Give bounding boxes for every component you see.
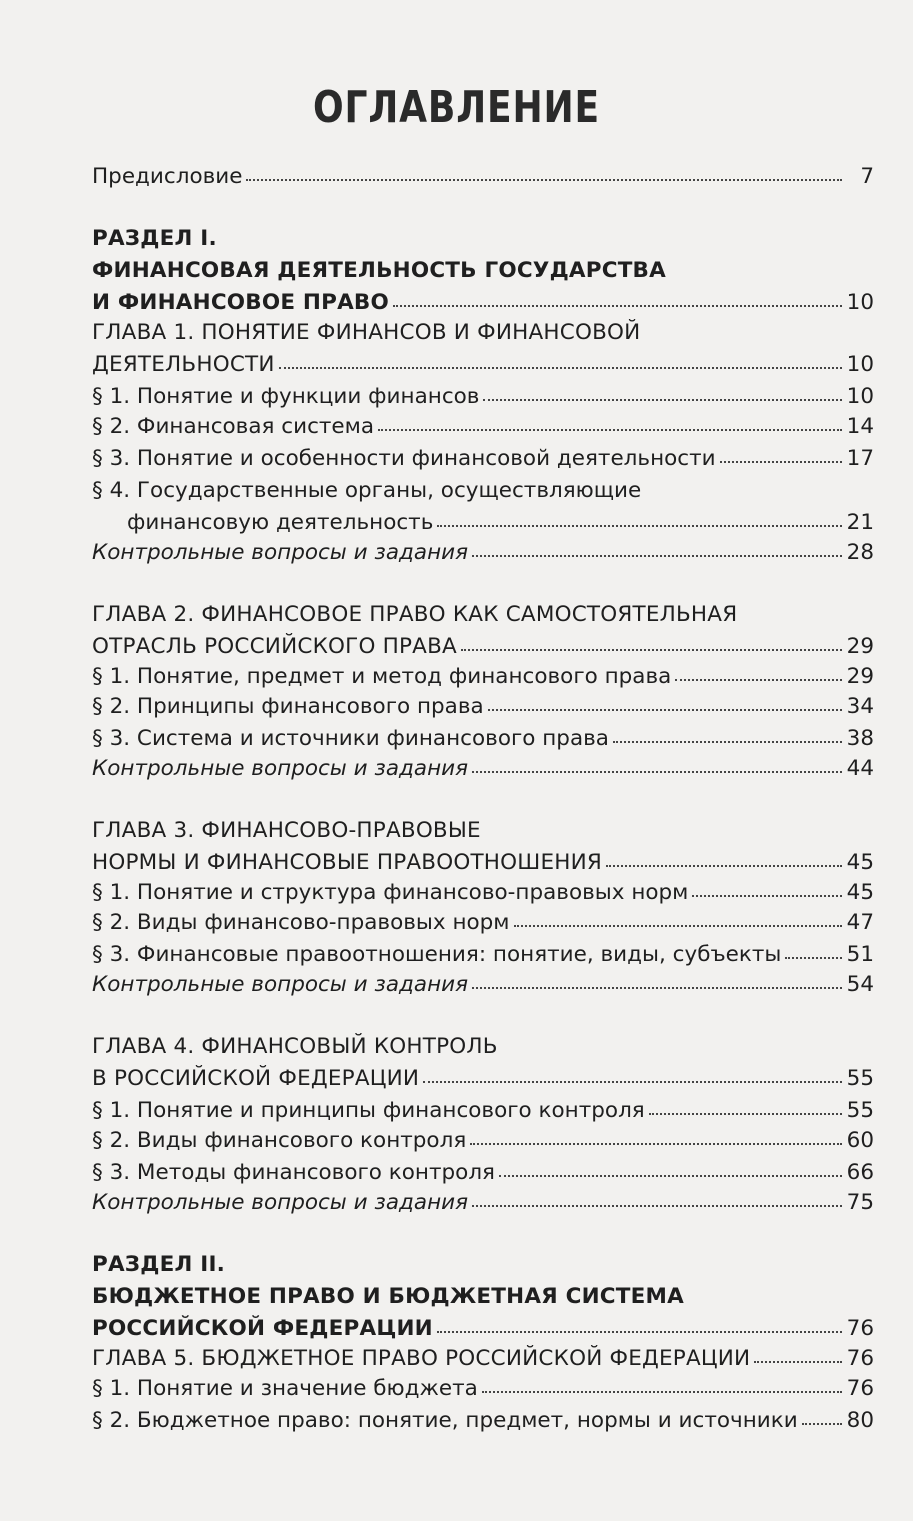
toc-entry-title: § 1. Понятие и функции финансов bbox=[92, 384, 480, 409]
leader-dots bbox=[472, 1203, 842, 1207]
toc-entry-title: § 3. Финансовые правоотношения: понятие, виды, субъекты bbox=[92, 942, 782, 967]
toc-entry bbox=[92, 632, 874, 662]
toc-entry bbox=[92, 224, 874, 254]
leader-dots bbox=[472, 553, 842, 557]
toc-entry bbox=[92, 754, 874, 784]
toc-entry-page: 75 bbox=[846, 1190, 874, 1215]
toc-entry-page: 10 bbox=[846, 352, 874, 377]
toc-entry-page: 17 bbox=[846, 446, 874, 471]
toc-entry-title: РАЗДЕЛ I. bbox=[92, 226, 217, 251]
toc-entry-page: 76 bbox=[846, 1346, 874, 1371]
toc-entry bbox=[92, 288, 874, 318]
toc-entry-page: 55 bbox=[846, 1098, 874, 1123]
toc-entry-page: 76 bbox=[846, 1316, 874, 1341]
leader-dots bbox=[437, 523, 842, 527]
toc-entry bbox=[92, 350, 874, 380]
toc-entry-title: НОРМЫ И ФИНАНСОВЫЕ ПРАВООТНОШЕНИЯ bbox=[92, 850, 603, 875]
toc-entry bbox=[92, 1282, 874, 1312]
leader-dots bbox=[514, 923, 842, 927]
toc-entry-page: 80 bbox=[846, 1408, 874, 1433]
toc-entry-title: § 2. Виды финансового контроля bbox=[92, 1128, 467, 1153]
toc-entry bbox=[92, 908, 874, 938]
toc-entry-title: В РОССИЙСКОЙ ФЕДЕРАЦИИ bbox=[92, 1066, 420, 1091]
toc-entry-title: И ФИНАНСОВОЕ ПРАВО bbox=[92, 290, 389, 315]
toc-entry bbox=[92, 600, 874, 630]
toc-entry bbox=[92, 1314, 874, 1344]
leader-dots bbox=[754, 1359, 842, 1363]
toc-entry-title: § 1. Понятие и принципы финансового контроля bbox=[92, 1098, 645, 1123]
toc-entry bbox=[92, 382, 874, 412]
toc-entry bbox=[92, 1158, 874, 1188]
toc-entry-title: РАЗДЕЛ II. bbox=[92, 1252, 226, 1277]
leader-dots bbox=[802, 1421, 842, 1425]
toc-entry-title: финансовую деятельность bbox=[127, 510, 434, 535]
toc-entry-page: 28 bbox=[846, 540, 874, 565]
toc-entry bbox=[92, 1032, 874, 1062]
toc-entry bbox=[92, 692, 874, 722]
toc-entry-title: § 2. Финансовая система bbox=[92, 414, 375, 439]
leader-dots bbox=[378, 427, 842, 431]
leader-dots bbox=[613, 739, 842, 743]
toc-entry bbox=[92, 508, 874, 538]
toc-entry-page: 38 bbox=[846, 726, 874, 751]
toc-entry-title: Предисловие bbox=[92, 164, 243, 189]
toc-entry bbox=[92, 1250, 874, 1280]
toc-entry-page: 76 bbox=[846, 1376, 874, 1401]
toc-entry-title: Контрольные вопросы и задания bbox=[92, 1190, 469, 1215]
toc-entry bbox=[92, 878, 874, 908]
toc-entry bbox=[92, 162, 874, 192]
leader-dots bbox=[472, 985, 842, 989]
toc-entry bbox=[92, 1374, 874, 1404]
toc-entry-title: ГЛАВА 4. ФИНАНСОВЫЙ КОНТРОЛЬ bbox=[92, 1034, 498, 1059]
leader-dots bbox=[649, 1111, 842, 1115]
toc-entry bbox=[92, 538, 874, 568]
toc-entry-page: 29 bbox=[846, 634, 874, 659]
toc-entry bbox=[92, 970, 874, 1000]
toc-entry bbox=[92, 1064, 874, 1094]
leader-dots bbox=[437, 1329, 842, 1333]
leader-dots bbox=[470, 1141, 842, 1145]
leader-dots bbox=[488, 707, 842, 711]
toc-entry-title: § 2. Виды финансово-правовых норм bbox=[92, 910, 510, 935]
leader-dots bbox=[393, 303, 842, 307]
toc-entry-page: 45 bbox=[846, 880, 874, 905]
toc-entry-title: ФИНАНСОВАЯ ДЕЯТЕЛЬНОСТЬ ГОСУДАРСТВА bbox=[92, 258, 666, 283]
toc-entry-page: 45 bbox=[846, 850, 874, 875]
toc-entry-title: ОТРАСЛЬ РОССИЙСКОГО ПРАВА bbox=[92, 634, 457, 659]
toc-entry bbox=[92, 256, 874, 286]
toc-entry-title: ГЛАВА 2. ФИНАНСОВОЕ ПРАВО КАК САМОСТОЯТЕЛЬНАЯ bbox=[92, 602, 738, 627]
leader-dots bbox=[499, 1173, 842, 1177]
toc-entry bbox=[92, 940, 874, 970]
toc-entry-page: 44 bbox=[846, 756, 874, 781]
toc-entry bbox=[92, 816, 874, 846]
toc-entry bbox=[92, 724, 874, 754]
toc-entry bbox=[92, 1096, 874, 1126]
toc-entry-title: ГЛАВА 5. БЮДЖЕТНОЕ ПРАВО РОССИЙСКОЙ ФЕДЕРАЦИИ bbox=[92, 1346, 751, 1371]
toc-entry bbox=[92, 476, 874, 506]
toc-entry-title: § 1. Понятие и значение бюджета bbox=[92, 1376, 478, 1401]
leader-dots bbox=[482, 1389, 842, 1393]
leader-dots bbox=[675, 677, 842, 681]
toc-entry-page: 51 bbox=[846, 942, 874, 967]
toc-entry-page: 10 bbox=[846, 290, 874, 315]
toc-entry-page: 60 bbox=[846, 1128, 874, 1153]
toc-entry-title: Контрольные вопросы и задания bbox=[92, 756, 469, 781]
leader-dots bbox=[483, 397, 842, 401]
toc-entry-title: Контрольные вопросы и задания bbox=[92, 972, 469, 997]
toc-entry-title: § 3. Система и источники финансового права bbox=[92, 726, 609, 751]
leader-dots bbox=[606, 863, 842, 867]
toc-entry-title: ГЛАВА 1. ПОНЯТИЕ ФИНАНСОВ И ФИНАНСОВОЙ bbox=[92, 320, 641, 345]
toc-entry-title: § 4. Государственные органы, осуществляющие bbox=[92, 478, 642, 503]
toc-entry-title: РОССИЙСКОЙ ФЕДЕРАЦИИ bbox=[92, 1316, 433, 1341]
toc-entry-title: § 1. Понятие, предмет и метод финансового права bbox=[92, 664, 672, 689]
leader-dots bbox=[785, 955, 842, 959]
toc-entry bbox=[92, 1188, 874, 1218]
toc-entry-page: 54 bbox=[846, 972, 874, 997]
toc-entry-page: 14 bbox=[846, 414, 874, 439]
toc-entry-page: 55 bbox=[846, 1066, 874, 1091]
leader-dots bbox=[461, 647, 842, 651]
leader-dots bbox=[423, 1079, 842, 1083]
toc-entry bbox=[92, 444, 874, 474]
toc-entry bbox=[92, 318, 874, 348]
toc-entry-page: 66 bbox=[846, 1160, 874, 1185]
toc-entry-title: § 1. Понятие и структура финансово-правовых норм bbox=[92, 880, 689, 905]
leader-dots bbox=[279, 365, 842, 369]
toc-entry-title: § 2. Бюджетное право: понятие, предмет, нормы и источники bbox=[92, 1408, 798, 1433]
toc-entry bbox=[92, 1126, 874, 1156]
toc-entry-page: 29 bbox=[846, 664, 874, 689]
toc-entry bbox=[92, 662, 874, 692]
leader-dots bbox=[692, 893, 842, 897]
toc-entry-title: § 2. Принципы финансового права bbox=[92, 694, 484, 719]
toc-entry-title: § 3. Понятие и особенности финансовой деятельности bbox=[92, 446, 716, 471]
toc-entry-title: § 3. Методы финансового контроля bbox=[92, 1160, 495, 1185]
page-title: ОГЛАВЛЕНИЕ bbox=[313, 82, 600, 133]
toc-entry-page: 47 bbox=[846, 910, 874, 935]
toc-entry bbox=[92, 1406, 874, 1436]
toc-entry bbox=[92, 848, 874, 878]
toc-entry-page: 34 bbox=[846, 694, 874, 719]
toc-entry-title: ДЕЯТЕЛЬНОСТИ bbox=[92, 352, 275, 377]
leader-dots bbox=[472, 769, 842, 773]
leader-dots bbox=[246, 177, 842, 181]
toc-entry bbox=[92, 1344, 874, 1374]
leader-dots bbox=[720, 459, 842, 463]
toc-entry-page: 10 bbox=[846, 384, 874, 409]
toc-entry-title: БЮДЖЕТНОЕ ПРАВО И БЮДЖЕТНАЯ СИСТЕМА bbox=[92, 1284, 684, 1309]
toc-entry-page: 7 bbox=[860, 164, 874, 189]
toc-entry-title: Контрольные вопросы и задания bbox=[92, 540, 469, 565]
toc-entry bbox=[92, 412, 874, 442]
toc-entry-page: 21 bbox=[846, 510, 874, 535]
toc-entry-title: ГЛАВА 3. ФИНАНСОВО-ПРАВОВЫЕ bbox=[92, 818, 481, 843]
